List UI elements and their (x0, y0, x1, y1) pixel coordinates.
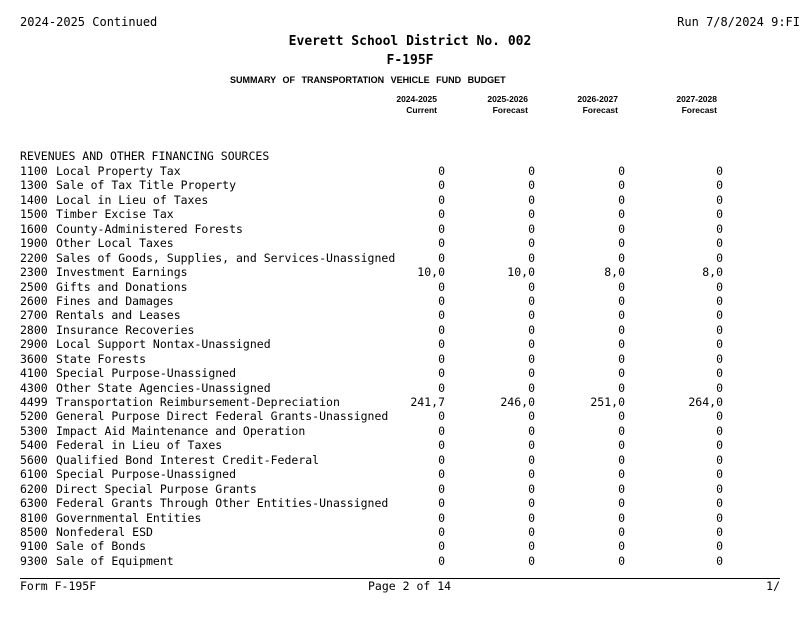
table-row (20, 438, 800, 452)
amount-cell: 0 (528, 250, 535, 265)
amount-cell: 0 (528, 322, 535, 337)
amount-cell: 0 (438, 524, 445, 539)
account-code: 5400 (20, 438, 48, 453)
account-description: Nonfederal ESD (56, 524, 153, 539)
account-code: 8100 (20, 510, 48, 525)
table-row (20, 222, 800, 236)
account-code: 4300 (20, 380, 48, 395)
table-row (20, 251, 800, 265)
account-description: Special Purpose-Unassigned (56, 467, 237, 482)
column-header-forecast-2 (528, 94, 618, 116)
account-description: Direct Special Purpose Grants (56, 481, 257, 496)
table-row (20, 236, 800, 250)
amount-cell: 0 (618, 481, 625, 496)
table-row (20, 539, 800, 553)
column-label: Forecast (492, 105, 528, 115)
amount-cell: 0 (528, 510, 535, 525)
account-code: 5600 (20, 452, 48, 467)
account-code: 2600 (20, 293, 48, 308)
amount-cell: 10,0 (507, 265, 535, 280)
column-label: Forecast (681, 105, 717, 115)
amount-cell: 0 (438, 207, 445, 222)
account-code: 6100 (20, 467, 48, 482)
report-subtitle: SUMMARY OF TRANSPORTATION VEHICLE FUND BUDGET (230, 75, 506, 85)
account-code: 6200 (20, 481, 48, 496)
column-header-forecast-3 (627, 94, 717, 116)
table-row (20, 381, 800, 395)
amount-cell: 0 (716, 380, 723, 395)
account-description: Special Purpose-Unassigned (56, 366, 237, 381)
account-description: Impact Aid Maintenance and Operation (56, 423, 306, 438)
amount-cell: 0 (528, 481, 535, 496)
column-year: 2025-2026 (487, 94, 528, 104)
account-code: 1300 (20, 178, 48, 193)
amount-cell: 0 (618, 366, 625, 381)
account-code: 9100 (20, 539, 48, 554)
account-code: 1100 (20, 164, 48, 178)
amount-cell: 0 (716, 496, 723, 511)
amount-cell: 10,0 (417, 265, 445, 280)
amount-cell: 0 (438, 539, 445, 554)
amount-cell: 0 (528, 308, 535, 323)
amount-cell: 0 (528, 337, 535, 352)
section-title: REVENUES AND OTHER FINANCING SOURCES (20, 149, 270, 163)
table-row (20, 496, 800, 510)
amount-cell: 0 (438, 496, 445, 511)
account-code: 2200 (20, 250, 48, 265)
account-code: 3600 (20, 351, 48, 366)
amount-cell: 0 (438, 351, 445, 366)
column-label: Current (406, 105, 437, 115)
amount-cell: 0 (528, 221, 535, 236)
table-row (20, 366, 800, 380)
report-continued-label: 2024-2025 Continued (20, 15, 158, 29)
amount-cell: 0 (716, 452, 723, 467)
amount-cell: 0 (528, 293, 535, 308)
amount-cell: 0 (716, 293, 723, 308)
amount-cell: 0 (438, 236, 445, 251)
amount-cell: 0 (438, 380, 445, 395)
amount-cell: 0 (716, 510, 723, 525)
table-row (20, 280, 800, 294)
account-description: County-Administered Forests (56, 221, 243, 236)
table-row (20, 193, 800, 207)
amount-cell: 0 (438, 438, 445, 453)
account-code: 2700 (20, 308, 48, 323)
amount-cell: 0 (618, 510, 625, 525)
amount-cell: 0 (528, 366, 535, 381)
run-date-label: Run 7/8/2024 9:FI (677, 15, 800, 29)
account-description: State Forests (56, 351, 147, 366)
amount-cell: 0 (438, 553, 445, 568)
amount-cell: 0 (438, 250, 445, 265)
amount-cell: 0 (716, 467, 723, 482)
column-year: 2027-2028 (676, 94, 717, 104)
column-year: 2024-2025 (396, 94, 437, 104)
amount-cell: 0 (716, 236, 723, 251)
account-description: Local in Lieu of Taxes (56, 192, 209, 207)
amount-cell: 0 (716, 539, 723, 554)
amount-cell: 0 (438, 366, 445, 381)
amount-cell: 0 (716, 322, 723, 337)
amount-cell: 0 (618, 308, 625, 323)
amount-cell: 0 (528, 496, 535, 511)
table-row (20, 525, 800, 539)
amount-cell: 0 (528, 178, 535, 193)
account-description: Investment Earnings (56, 265, 188, 280)
amount-cell: 0 (618, 496, 625, 511)
account-code: 2800 (20, 322, 48, 337)
table-row (20, 308, 800, 322)
amount-cell: 0 (618, 178, 625, 193)
amount-cell: 0 (528, 423, 535, 438)
amount-cell: 0 (528, 467, 535, 482)
district-title: Everett School District No. 002 (288, 34, 532, 49)
amount-cell: 0 (716, 438, 723, 453)
amount-cell: 246,0 (500, 395, 535, 409)
amount-cell: 0 (716, 207, 723, 222)
amount-cell: 0 (528, 192, 535, 207)
amount-cell: 241,7 (410, 395, 445, 409)
account-code: 4100 (20, 366, 48, 381)
amount-cell: 0 (618, 524, 625, 539)
table-row (20, 467, 800, 481)
amount-cell: 0 (618, 423, 625, 438)
account-description: Transportation Reimbursement-Depreciation (56, 395, 340, 409)
account-description: Rentals and Leases (56, 308, 181, 323)
amount-cell: 0 (716, 524, 723, 539)
amount-cell: 0 (716, 250, 723, 265)
account-code: 5300 (20, 423, 48, 438)
column-year: 2026-2027 (577, 94, 618, 104)
amount-cell: 0 (438, 164, 445, 178)
amount-cell: 0 (618, 539, 625, 554)
amount-cell: 0 (618, 438, 625, 453)
amount-cell: 0 (438, 510, 445, 525)
account-code: 1500 (20, 207, 48, 222)
amount-cell: 0 (438, 452, 445, 467)
account-description: Local Support Nontax-Unassigned (56, 337, 271, 352)
amount-cell: 0 (716, 308, 723, 323)
amount-cell: 0 (438, 322, 445, 337)
account-code: 2300 (20, 265, 48, 280)
amount-cell: 0 (716, 481, 723, 496)
account-description: Sale of Bonds (56, 539, 147, 554)
amount-cell: 0 (716, 164, 723, 178)
amount-cell: 0 (438, 178, 445, 193)
column-header-current (347, 94, 437, 116)
amount-cell: 0 (528, 164, 535, 178)
amount-cell: 0 (528, 553, 535, 568)
revenue-rows (20, 164, 800, 568)
table-row (20, 337, 800, 351)
amount-cell: 0 (528, 207, 535, 222)
amount-cell: 0 (618, 409, 625, 424)
amount-cell: 8,0 (702, 265, 723, 280)
amount-cell: 0 (716, 409, 723, 424)
amount-cell: 0 (438, 279, 445, 294)
amount-cell: 0 (716, 178, 723, 193)
amount-cell: 0 (438, 293, 445, 308)
amount-cell: 0 (528, 438, 535, 453)
amount-cell: 0 (618, 293, 625, 308)
footer-right-label: 1/ (766, 579, 780, 593)
amount-cell: 0 (716, 351, 723, 366)
account-description: Gifts and Donations (56, 279, 188, 294)
amount-cell: 0 (716, 337, 723, 352)
amount-cell: 0 (618, 279, 625, 294)
amount-cell: 251,0 (590, 395, 625, 409)
amount-cell: 0 (528, 351, 535, 366)
table-row (20, 352, 800, 366)
account-code: 1600 (20, 221, 48, 236)
amount-cell: 0 (716, 553, 723, 568)
account-description: Other State Agencies-Unassigned (56, 380, 271, 395)
account-description: Local Property Tax (56, 164, 181, 178)
account-description: Other Local Taxes (56, 236, 174, 251)
account-description: Sale of Tax Title Property (56, 178, 237, 193)
column-header-forecast-1 (438, 94, 528, 116)
account-description: Sales of Goods, Supplies, and Services-Unassigned (56, 250, 396, 265)
amount-cell: 0 (528, 279, 535, 294)
table-row (20, 409, 800, 423)
amount-cell: 0 (716, 192, 723, 207)
account-description: Federal in Lieu of Taxes (56, 438, 223, 453)
amount-cell: 0 (716, 221, 723, 236)
amount-cell: 0 (528, 539, 535, 554)
account-description: General Purpose Direct Federal Grants-Unassigned (56, 409, 389, 424)
amount-cell: 0 (438, 409, 445, 424)
account-code: 1400 (20, 192, 48, 207)
account-description: Federal Grants Through Other Entities-Unassigned (56, 496, 389, 511)
amount-cell: 0 (716, 279, 723, 294)
table-row (20, 511, 800, 525)
account-code: 2500 (20, 279, 48, 294)
amount-cell: 0 (618, 553, 625, 568)
amount-cell: 0 (528, 380, 535, 395)
account-description: Sale of Equipment (56, 553, 174, 568)
amount-cell: 0 (618, 322, 625, 337)
amount-cell: 0 (618, 207, 625, 222)
amount-cell: 0 (618, 380, 625, 395)
table-row (20, 323, 800, 337)
amount-cell: 0 (618, 452, 625, 467)
account-code: 4499 (20, 395, 48, 409)
amount-cell: 264,0 (688, 395, 723, 409)
table-row (20, 482, 800, 496)
account-description: Timber Excise Tax (56, 207, 174, 222)
amount-cell: 0 (528, 409, 535, 424)
account-code: 5200 (20, 409, 48, 424)
amount-cell: 0 (618, 351, 625, 366)
amount-cell: 0 (618, 192, 625, 207)
table-row (20, 554, 800, 568)
table-row (20, 294, 800, 308)
amount-cell: 0 (618, 467, 625, 482)
amount-cell: 0 (438, 481, 445, 496)
table-row (20, 207, 800, 221)
amount-cell: 0 (528, 524, 535, 539)
amount-cell: 0 (438, 423, 445, 438)
amount-cell: 0 (618, 250, 625, 265)
account-code: 1900 (20, 236, 48, 251)
amount-cell: 0 (618, 337, 625, 352)
footer-page-number: Page 2 of 14 (368, 579, 452, 593)
account-code: 2900 (20, 337, 48, 352)
table-row (20, 453, 800, 467)
account-description: Qualified Bond Interest Credit-Federal (56, 452, 320, 467)
account-code: 8500 (20, 524, 48, 539)
account-description: Fines and Damages (56, 293, 174, 308)
table-row (20, 164, 800, 178)
account-description: Insurance Recoveries (56, 322, 195, 337)
table-row (20, 178, 800, 192)
table-row (20, 265, 800, 279)
amount-cell: 0 (618, 221, 625, 236)
amount-cell: 0 (438, 308, 445, 323)
amount-cell: 0 (716, 366, 723, 381)
footer-form-label: Form F-195F (20, 579, 97, 593)
column-label: Forecast (582, 105, 618, 115)
amount-cell: 0 (618, 164, 625, 178)
account-code: 6300 (20, 496, 48, 511)
amount-cell: 0 (438, 221, 445, 236)
amount-cell: 0 (438, 192, 445, 207)
table-row (20, 424, 800, 438)
amount-cell: 8,0 (604, 265, 625, 280)
amount-cell: 0 (716, 423, 723, 438)
amount-cell: 0 (528, 236, 535, 251)
form-title: F-195F (386, 53, 434, 68)
account-code: 9300 (20, 553, 48, 568)
amount-cell: 0 (618, 236, 625, 251)
amount-cell: 0 (438, 467, 445, 482)
account-description: Governmental Entities (56, 510, 202, 525)
amount-cell: 0 (438, 337, 445, 352)
table-row (20, 395, 800, 409)
amount-cell: 0 (528, 452, 535, 467)
